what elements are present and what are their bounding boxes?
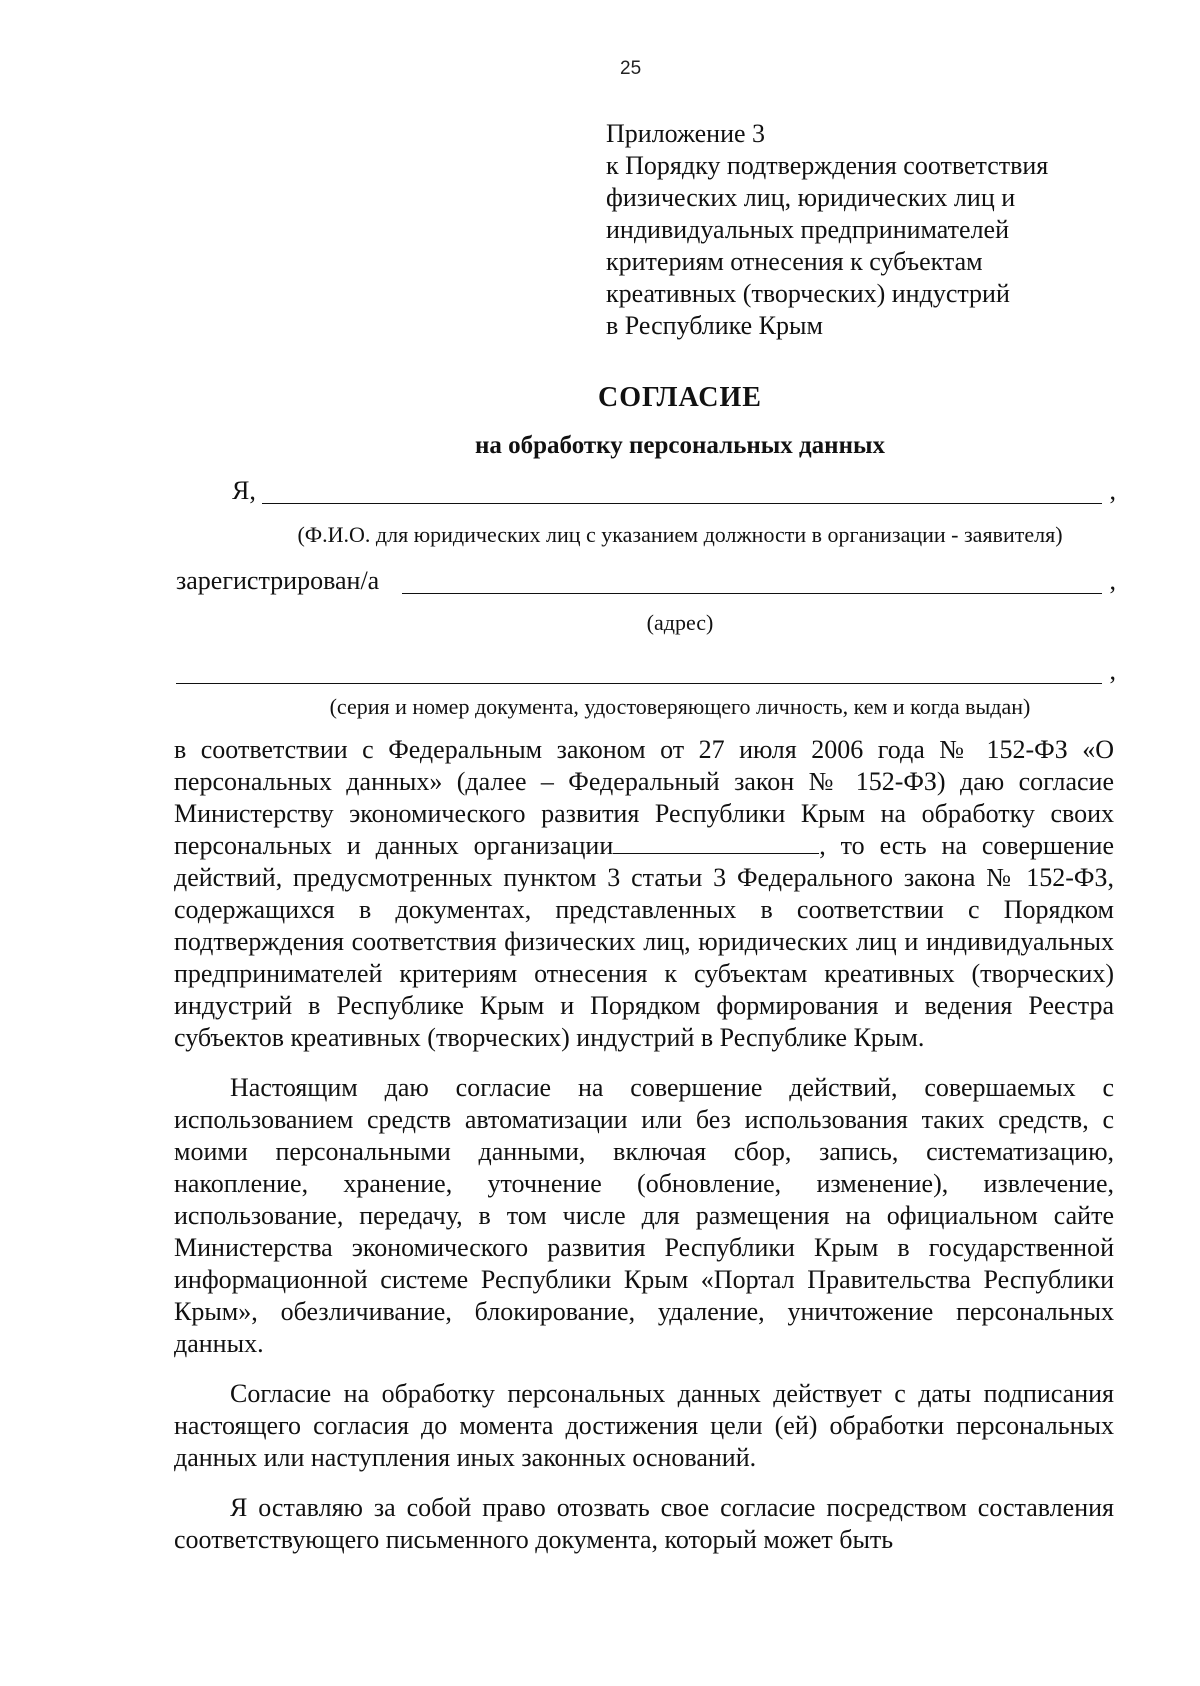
- document-field-line: [176, 656, 1116, 690]
- appendix-header: [606, 118, 1126, 342]
- name-field-line: [232, 476, 1116, 510]
- name-label: Я,: [232, 476, 256, 505]
- name-blank: [262, 503, 1102, 504]
- document-blank: [176, 683, 1102, 684]
- appendix-line: критериям отнесения к субъектам: [606, 247, 983, 276]
- appendix-line: к Порядку подтверждения соответствия: [606, 151, 1049, 180]
- appendix-line: Приложение 3: [606, 119, 766, 148]
- page-number: 25: [620, 58, 642, 79]
- paragraph-1-text-end: , то есть на совершение действий, предусмотренных пунктом 3 статьи 3 Федерального закона № 152-ФЗ, содержащихся в документах, представленных в соответствии с Порядком подтверждения соответствия физических лиц, юридических лиц и индивидуальных предпринимателей критериям отнесения к субъектам креативных (творческих) индустрий в Республике Крым и Порядком формирования и ведения Реестра субъектов креативных (творческих) индустрий в Республике Крым.: [174, 831, 1114, 1052]
- appendix-line: в Республике Крым: [606, 311, 823, 340]
- registered-label: зарегистрирован/а: [176, 566, 380, 595]
- paragraph-3: Согласие на обработку персональных данных действует с даты подписания настоящего согласия до момента достижения цели (ей) обработки персональных данных или наступления иных законных оснований.: [174, 1379, 1114, 1472]
- comma: ,: [1109, 566, 1116, 595]
- document-caption: (серия и номер документа, удостоверяющего личность, кем и когда выдан): [329, 694, 1031, 719]
- paragraph-1: [174, 734, 1114, 1054]
- appendix-line: креативных (творческих) индустрий: [606, 279, 1010, 308]
- consent-body: [174, 734, 1114, 1574]
- registered-field-line: [176, 566, 1116, 600]
- comma: ,: [1109, 656, 1116, 685]
- paragraph-4: Я оставляю за собой право отозвать свое согласие посредством составления соответствующего письменного документа, который может быть: [174, 1493, 1114, 1554]
- appendix-line: индивидуальных предпринимателей: [606, 215, 1009, 244]
- paragraph-2: Настоящим даю согласие на совершение действий, совершаемых с использованием средств автоматизации или без использования таких средств, с моими персональными данными, включая сбор, запись, систематизацию, накопление, хранение, уточнение (обновление, изменение), извлечение, использование, передачу, в том числе для размещения на официальном сайте Министерства экономического развития Республики Крым в государственной информационной системе Республики Крым «Портал Правительства Республики Крым», обезличивание, блокирование, удаление, уничтожение персональных данных.: [174, 1073, 1114, 1358]
- document-title: СОГЛАСИЕ: [598, 382, 762, 413]
- comma: ,: [1109, 476, 1116, 505]
- organization-blank: [613, 833, 819, 854]
- document-subtitle: на обработку персональных данных: [475, 432, 885, 459]
- address-caption: (адрес): [646, 610, 714, 635]
- name-caption: (Ф.И.О. для юридических лиц с указанием должности в организации - заявителя): [297, 522, 1063, 547]
- appendix-line: физических лиц, юридических лиц и: [606, 183, 1016, 212]
- address-blank: [402, 593, 1102, 594]
- paragraph-1-text: в соответствии с Федеральным законом от 27 июля 2006 года № 152-ФЗ «О персональных данных» (далее – Федеральный закон № 152-ФЗ) даю согласие Министерству экономического развития Республики Крым на обработку своих персональных и данных организации: [174, 735, 1114, 860]
